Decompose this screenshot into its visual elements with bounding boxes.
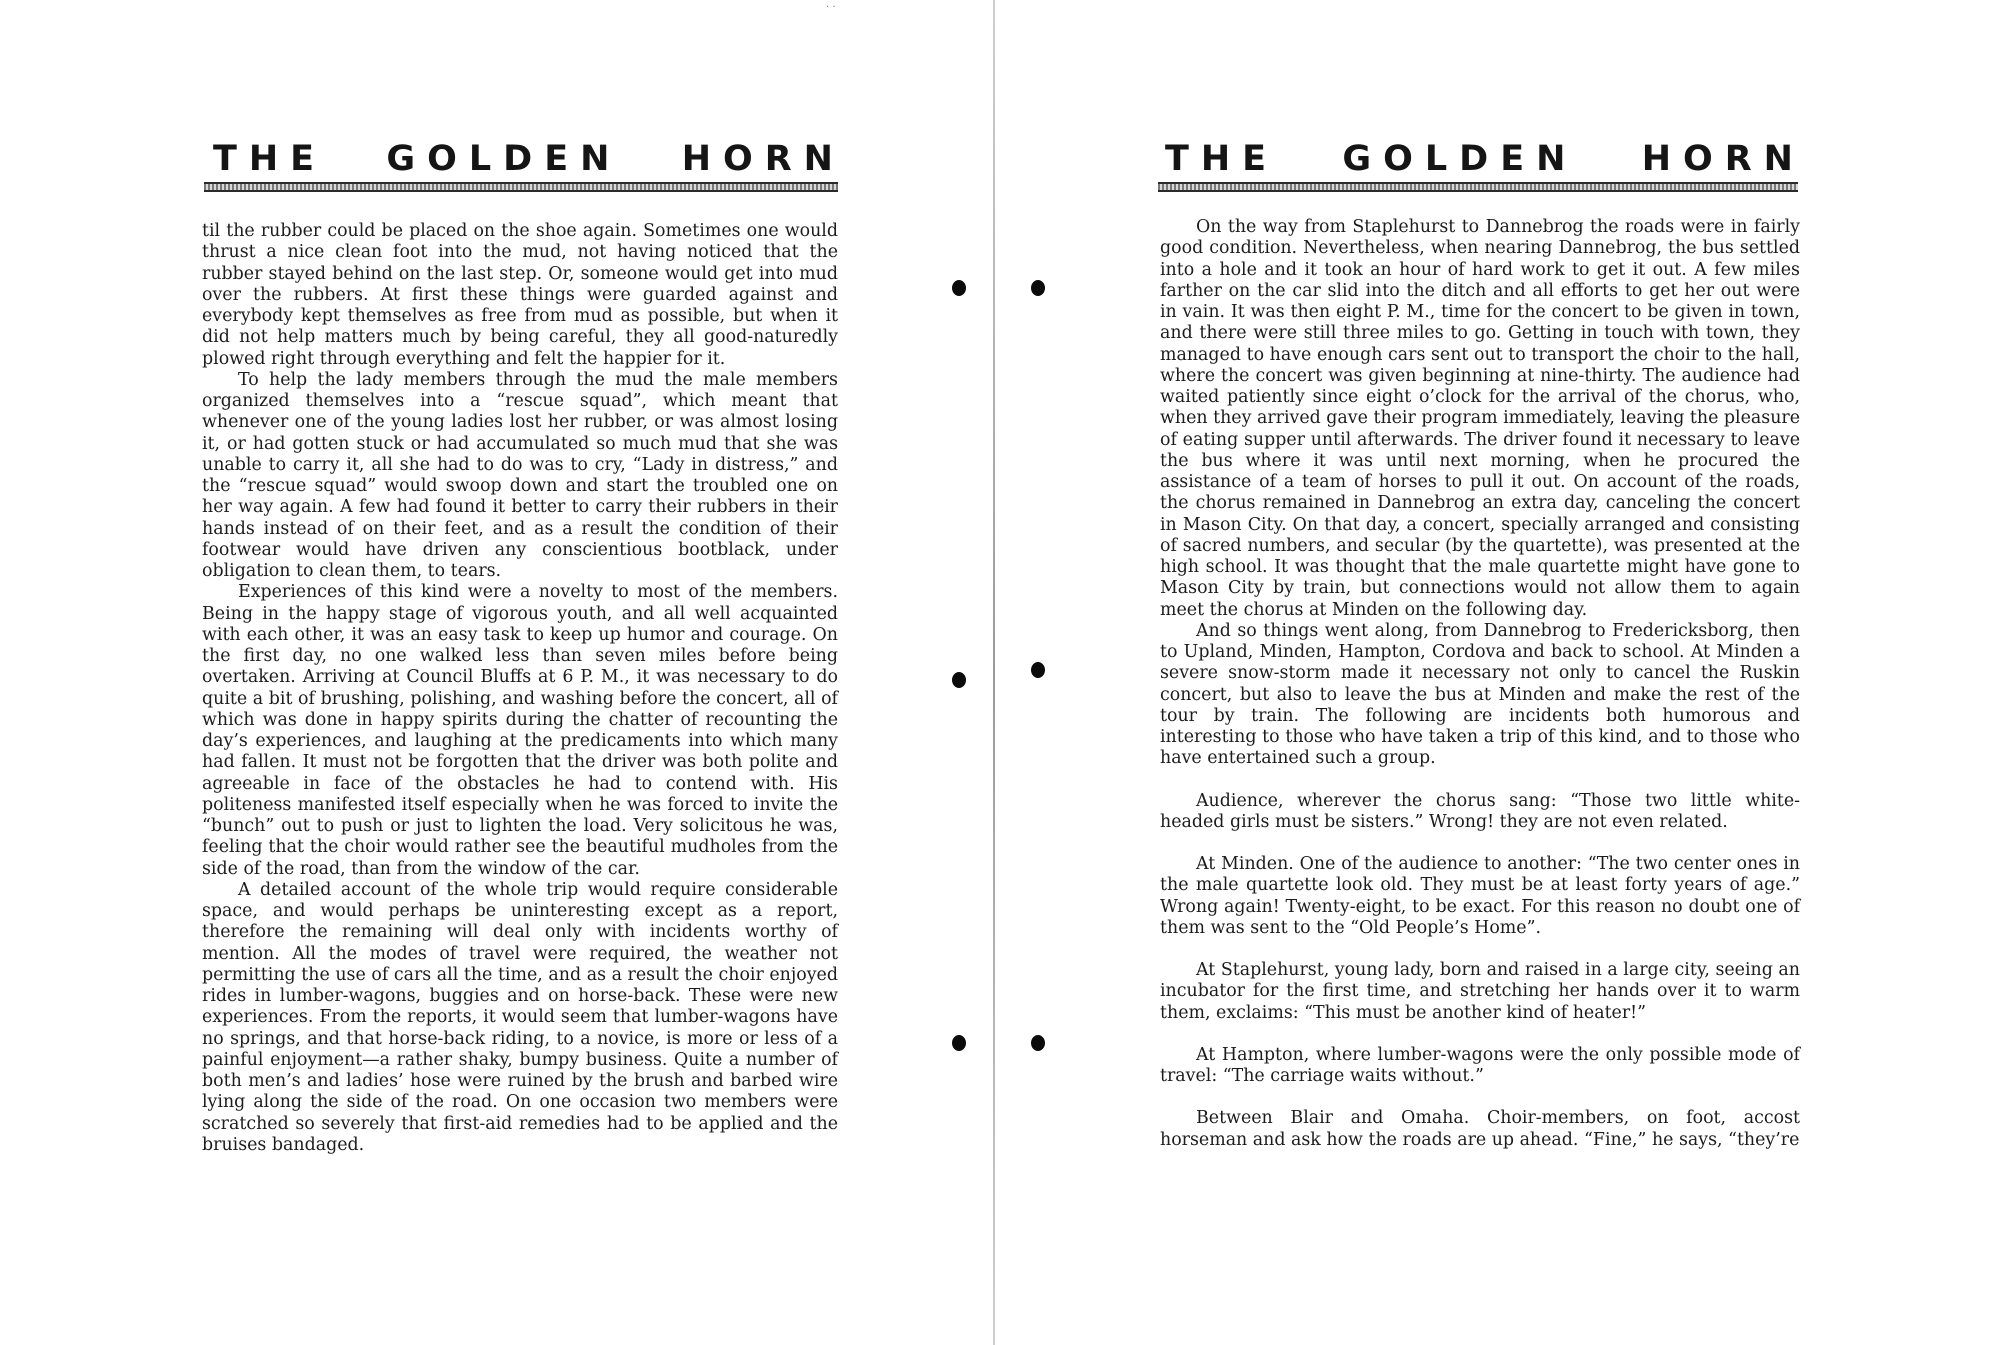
- masthead-rule: [1158, 182, 1798, 192]
- masthead-word: THE: [213, 139, 327, 179]
- masthead: [1165, 138, 1805, 180]
- paragraph: To help the lady members through the mud the male members organized themselves into a “rescue squad”, which meant that whenever one of the young ladies lost her rubber, or was almost losing it, or had gotten stuck or had accumulated so much mud that she was unable to carry it, all she had to do was to cry, “Lady in distress,” and the “rescue squad” would swoop down and start the troubled one on her way again. A few had found it better to carry their rubbers in their hands instead of on their feet, and as a result the condition of their footwear would have driven any conscientious bootblack, under obligation to clean them, to tears.: [202, 369, 838, 581]
- anecdote: At Hampton, where lumber-wagons were the only possible mode of travel: “The carriage waits without.”: [1160, 1044, 1800, 1086]
- punch-hole: [1031, 1035, 1045, 1051]
- body-column: [202, 221, 838, 1156]
- paragraph: On the way from Staplehurst to Dannebrog the roads were in fairly good condition. Nevertheless, when nearing Dannebrog, the bus settled into a hole and it took an hour of hard work to get it out. A few miles farther on the car slid into the ditch and all efforts to get her out were in vain. It was then eight P. M., time for the concert to be given in town, and there were still three miles to go. Getting in touch with town, they managed to have enough cars sent out to transport the choir to the hall, where the concert was given beginning at nine-thirty. The audience had waited patiently since eight o’clock for the arrival of the chorus, who, when they arrived gave their program immediately, leaving the pleasure of eating supper until afterwards. The driver found it necessary to leave the bus where it was until next morning, when he procured the assistance of a team of horses to pull it out. On account of the roads, the chorus remained in Dannebrog an extra day, canceling the concert in Mason City. On that day, a concert, specially arranged and consisting of sacred numbers, and secular (by the quartette), was presented at the high school. It was thought that the male quartette might have gone to Mason City by train, but connections would not allow them to again meet the chorus at Minden on the following day.: [1160, 217, 1800, 620]
- punch-hole: [952, 1035, 966, 1051]
- masthead-word: HORN: [1641, 139, 1805, 179]
- paragraph: Experiences of this kind were a novelty to most of the members. Being in the happy stage of vigorous youth, and all well acquainted with each other, it was an easy task to keep up humor and courage. On the first day, no one walked less than seven miles before being overtaken. Arriving at Council Bluffs at 6 P. M., it was necessary to do quite a bit of brushing, polishing, and washing before the concert, all of which was done in happy spirits during the chatter of recounting the day’s experiences, and laughing at the predicaments into which many had fallen. It must not be forgotten that the driver was both polite and agreeable in face of the obstacles he had to contend with. His politeness manifested itself especially when he was forced to invite the “bunch” out to push or just to lighten the load. Very solicitous he was, feeling that the choir would rather see the beautiful mudholes from the side of the road, than from the window of the car.: [202, 582, 838, 879]
- masthead: [213, 138, 845, 180]
- right-page: [995, 0, 2000, 1345]
- punch-hole: [1031, 280, 1045, 296]
- masthead-word: HORN: [681, 139, 845, 179]
- anecdote: Between Blair and Omaha. Choir-members, on foot, accost horseman and ask how the roads are up ahead. “Fine,” he says, “they’re: [1160, 1108, 1800, 1150]
- punch-hole: [952, 280, 966, 296]
- masthead-rule: [204, 182, 838, 192]
- punch-hole: [1031, 662, 1045, 678]
- left-page: [0, 0, 990, 1345]
- masthead-word: GOLDEN: [1342, 139, 1578, 179]
- paragraph: A detailed account of the whole trip would require considerable space, and would perhaps be uninteresting except as a report, therefore the remaining will deal only with incidents worthy of mention. All the modes of travel were required, the weather not permitting the use of cars all the time, and as a result the choir enjoyed rides in lumber-wagons, buggies and on horse-back. These were new experiences. From the reports, it would seem that lumber-wagons have no springs, and that horse-back riding, to a novice, is more or less of a painful enjoyment—a rather shaky, bumpy business. Quite a number of both men’s and ladies’ hose were ruined by the brush and barbed wire lying along the side of the road. On one occasion two members were scratched so severely that first-aid remedies had to be applied and the bruises bandaged.: [202, 879, 838, 1155]
- body-column: [1160, 217, 1800, 1151]
- anecdote: At Staplehurst, young lady, born and raised in a large city, seeing an incubator for the first time, and stretching her hands over it to warm them, exclaims: “This must be another kind of heater!”: [1160, 960, 1800, 1023]
- masthead-word: THE: [1165, 139, 1279, 179]
- paragraph: til the rubber could be placed on the shoe again. Sometimes one would thrust a nice clean foot into the mud, not having noticed that the rubber stayed behind on the last step. Or, someone would get into mud over the rubbers. At first these things were guarded against and everybody kept themselves as free from mud as possible, but when it did not help matters much by being careful, they all good-naturedly plowed right through everything and felt the happier for it.: [202, 221, 838, 369]
- scan-specks: · ·: [826, 2, 836, 13]
- punch-hole: [952, 672, 966, 688]
- paragraph: And so things went along, from Dannebrog to Fredericksborg, then to Upland, Minden, Hampton, Cordova and back to school. At Minden a severe snow-storm made it necessary not only to cancel the Ruskin concert, but also to leave the bus at Minden and make the rest of the tour by train. The following are incidents both humorous and interesting to those who have taken a trip of this kind, and to those who have entertained such a group.: [1160, 620, 1800, 769]
- anecdote: Audience, wherever the chorus sang: “Those two little white-headed girls must be sisters.” Wrong! they are not even related.: [1160, 790, 1800, 832]
- masthead-word: GOLDEN: [386, 139, 622, 179]
- anecdote: At Minden. One of the audience to another: “The two center ones in the male quartette look old. They must be at least forty years of age.” Wrong again! Twenty-eight, to be exact. For this reason no doubt one of them was sent to the “Old People’s Home”.: [1160, 854, 1800, 938]
